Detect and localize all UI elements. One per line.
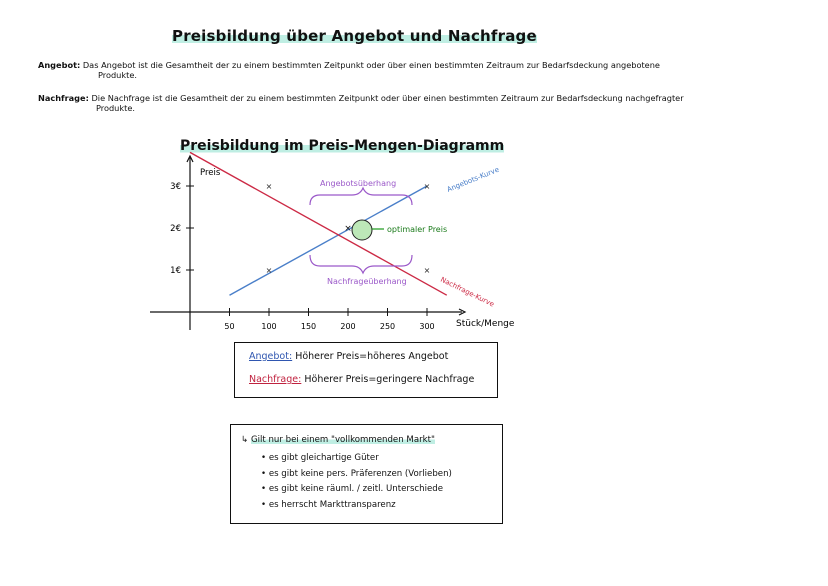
angebots-kurve-label: Angebots-Kurve [445,165,501,194]
summary-term-nachfrage: Nachfrage: [249,374,302,385]
series-line [190,152,447,295]
list-item: • es gibt keine räuml. / zeitl. Unterschiede [261,482,452,498]
summary-text-angebot: Höherer Preis=höheres Angebot [295,351,449,362]
summary-angebot [249,351,448,362]
definition-term: Angebot: [38,60,81,70]
y-tick-label: 1€ [170,266,181,276]
note-box [230,424,503,524]
y-tick-label: 3€ [170,182,181,192]
list-item: • es herrscht Markttransparenz [261,498,452,514]
x-tick-label: 50 [224,322,235,331]
nachfrageueberhang-brace [310,255,412,273]
list-item: • es gibt keine pers. Präferenzen (Vorlieben) [261,467,452,483]
note-heading-text: Gilt nur bei einem "vollkommenden Markt" [250,435,435,445]
definition-text-continued: Produkte. [96,103,135,113]
note-list [261,451,452,513]
x-tick-label: 300 [419,322,435,331]
equilibrium-marker: × [344,224,352,234]
diagram-title: Preisbildung im Preis-Mengen-Diagramm [180,138,505,154]
x-tick-label: 200 [340,322,356,331]
list-item: • es gibt gleichartige Güter [261,451,452,467]
data-point-marker: × [423,266,431,275]
definition-term: Nachfrage: [38,93,89,103]
definition-text: Das Angebot ist die Gesamtheit der zu einem bestimmten Zeitpunkt oder über einen bestimmten Zeitraum zur Bedarfsdeckung angebotene [82,60,660,70]
data-point-marker: × [423,182,431,191]
x-tick-label: 150 [300,322,317,331]
nachfrageueberhang-label: Nachfrageüberhang [327,277,407,286]
x-axis-label: Stück/Menge [456,319,515,329]
summary-box [234,342,498,398]
summary-nachfrage [249,374,474,385]
chart-lines [190,152,447,295]
data-point-marker: × [265,266,273,275]
nachfrage-kurve-label: Nachfrage-Kurve [439,275,496,309]
x-tick-label: 250 [379,322,396,331]
note-heading [241,435,435,445]
chart-axes [150,156,465,330]
page-title: Preisbildung über Angebot und Nachfrage [172,27,537,45]
x-tick-label: 100 [261,322,277,331]
equilibrium-circle [352,220,372,240]
optimaler-preis-label: optimaler Preis [387,225,448,234]
definition-text-continued: Produkte. [98,70,137,80]
y-tick-label: 2€ [170,224,181,234]
angebotsueberhang-label: Angebotsüberhang [320,179,397,188]
summary-text-nachfrage: Höherer Preis=geringere Nachfrage [304,374,475,385]
note-arrow-icon: ↳ [241,435,249,445]
summary-term-angebot: Angebot: [249,351,293,362]
y-axis-label: Preis [200,168,221,178]
data-point-marker: × [265,182,273,191]
definition-text: Die Nachfrage ist die Gesamtheit der zu einem bestimmten Zeitpunkt oder über einen bestimmten Zeitraum zur Bedarfsdeckung nachgefragter [91,93,684,103]
